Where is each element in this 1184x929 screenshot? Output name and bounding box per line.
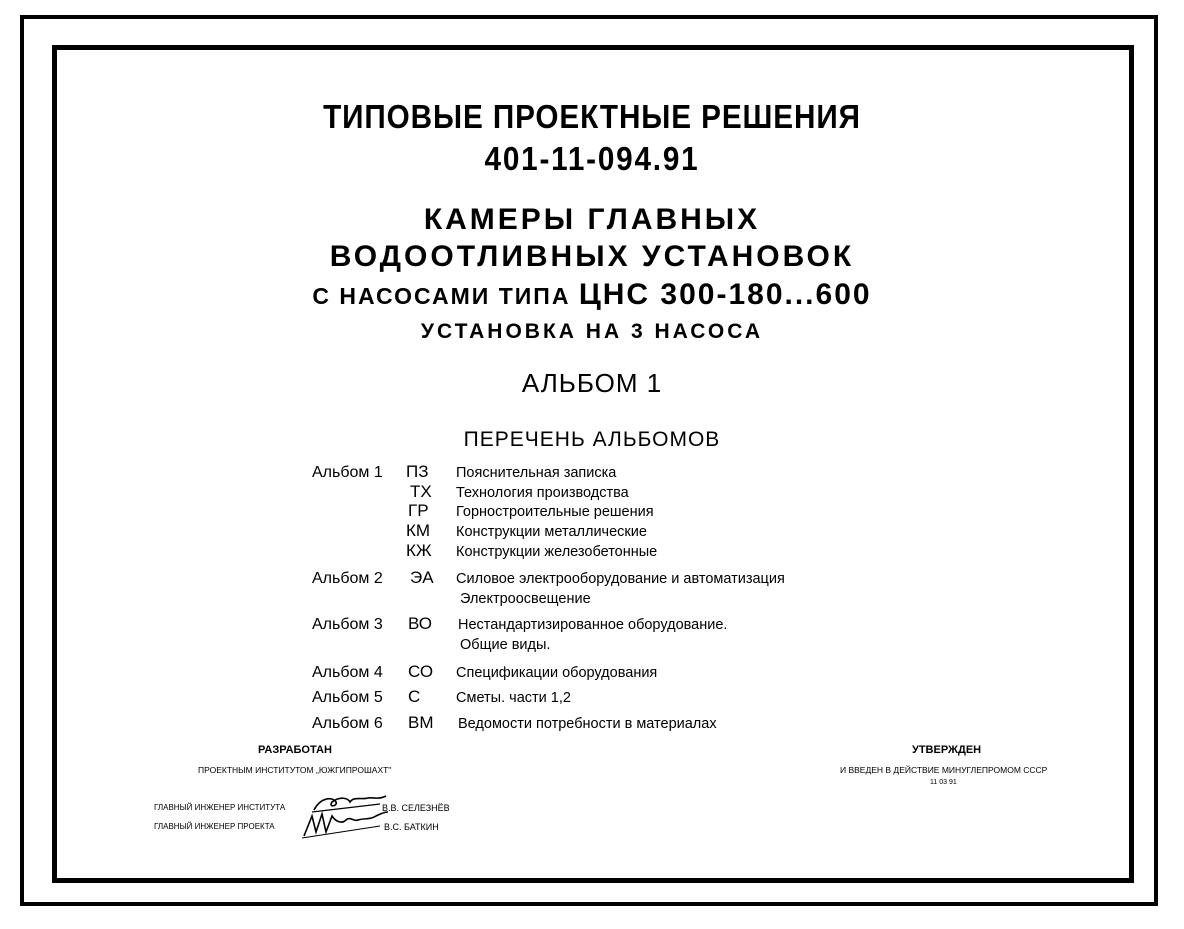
album-desc: Пояснительная записка	[456, 465, 617, 481]
album-code: КМ	[406, 521, 431, 540]
album-desc: Силовое электрооборудование и автоматизация	[456, 571, 785, 587]
signature-role: ГЛАВНЫЙ ИНЖЕНЕР ИНСТИТУТА	[154, 803, 286, 812]
signature-2-icon	[298, 808, 390, 840]
title-line-3	[0, 278, 1184, 312]
album-code: СО	[408, 662, 434, 681]
album-name: Альбом 1	[312, 464, 383, 481]
series-title: ТИПОВЫЕ ПРОЕКТНЫЕ РЕШЕНИЯ	[323, 98, 861, 135]
album-desc: Электроосвещение	[460, 591, 591, 607]
signature-role: ГЛАВНЫЙ ИНЖЕНЕР ПРОЕКТА	[154, 822, 275, 831]
album-desc: Конструкции металлические	[456, 524, 647, 540]
album-code: ВО	[408, 614, 432, 633]
album-code: С	[408, 687, 421, 706]
signature-name: В.С. БАТКИН	[384, 822, 439, 832]
album-label: АЛЬБОМ 1	[521, 368, 663, 398]
album-code: ГР	[408, 501, 429, 520]
album-name: Альбом 4	[312, 664, 383, 681]
album-code: ПЗ	[406, 462, 429, 481]
album-name: Альбом 5	[312, 689, 383, 706]
album-desc: Ведомости потребности в материалах	[458, 716, 717, 732]
album-name: Альбом 3	[312, 616, 383, 633]
pump-type: ЦНС 300-180...600	[578, 278, 872, 311]
album-desc: Спецификации оборудования	[456, 665, 658, 681]
signature-name: В.В. СЕЛЕЗНЁВ	[382, 803, 450, 813]
developed-label: РАЗРАБОТАН	[258, 744, 332, 756]
list-title: ПЕРЕЧЕНЬ АЛЬБОМОВ	[463, 428, 721, 451]
album-desc: Горностроительные решения	[456, 504, 654, 520]
approved-date: 11 03 91	[930, 779, 957, 786]
album-code: ЭА	[410, 568, 434, 587]
album-name: Альбом 6	[312, 715, 383, 732]
album-code: ТХ	[410, 482, 432, 501]
album-desc: Конструкции железобетонные	[456, 544, 658, 560]
title-line-1: КАМЕРЫ ГЛАВНЫХ	[423, 203, 761, 236]
album-code: КЖ	[406, 541, 432, 560]
approved-by: И ВВЕДЕН В ДЕЙСТВИЕ МИНУГЛЕПРОМОМ СССР	[840, 765, 1048, 775]
album-name: Альбом 2	[312, 570, 383, 587]
album-desc: Общие виды.	[460, 637, 551, 653]
developed-by: ПРОЕКТНЫМ ИНСТИТУТОМ „ЮЖГИПРОШАХТ"	[198, 765, 392, 775]
approved-label: УТВЕРЖДЕН	[912, 744, 982, 756]
title-line-4: УСТАНОВКА НА 3 НАСОСА	[420, 320, 764, 343]
album-desc: Нестандартизированное оборудование.	[458, 617, 728, 633]
album-desc: Технология производства	[456, 485, 629, 501]
title-line-3-prefix: С НАСОСАМИ ТИПА	[312, 283, 571, 309]
title-line-2: ВОДООТЛИВНЫХ УСТАНОВОК	[329, 240, 855, 273]
album-code: ВМ	[408, 713, 434, 732]
series-number: 401-11-094.91	[484, 140, 700, 177]
album-desc: Сметы. части 1,2	[456, 690, 571, 706]
